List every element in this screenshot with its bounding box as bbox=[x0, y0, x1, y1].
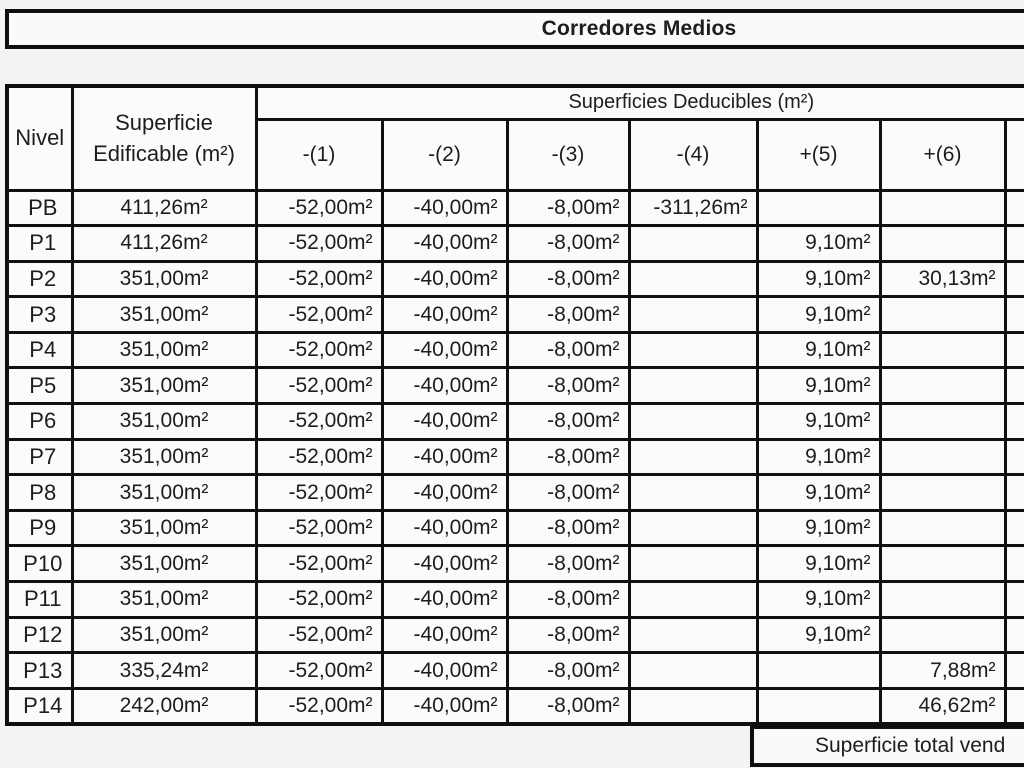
deducible-cell-2: -40,00m² bbox=[382, 582, 507, 618]
nivel-cell: P13 bbox=[7, 653, 72, 689]
column-header-cutoff bbox=[1005, 119, 1024, 190]
deducible-cell-2: -40,00m² bbox=[382, 546, 507, 582]
cutoff-cell bbox=[1005, 510, 1024, 546]
deducible-cell-4 bbox=[629, 582, 757, 618]
deducible-cell-6: 7,88m² bbox=[880, 653, 1005, 689]
deducible-cell-5: 9,10m² bbox=[757, 226, 880, 262]
nivel-cell: PB bbox=[7, 190, 72, 226]
superficie-edificable-cell: 351,00m² bbox=[72, 332, 256, 368]
table-row bbox=[7, 261, 1024, 297]
table-row bbox=[7, 510, 1024, 546]
deducible-cell-6 bbox=[880, 404, 1005, 440]
nivel-cell: P5 bbox=[7, 368, 72, 404]
page-title: Corredores Medios bbox=[541, 17, 737, 40]
deducible-cell-1: -52,00m² bbox=[256, 190, 382, 226]
nivel-cell: P10 bbox=[7, 546, 72, 582]
superficie-edificable-cell: 411,26m² bbox=[72, 190, 256, 226]
deducible-cell-3: -8,00m² bbox=[507, 475, 629, 511]
column-header-deducible-1: -(1) bbox=[256, 119, 382, 190]
deducible-cell-5: 9,10m² bbox=[757, 510, 880, 546]
deducible-cell-6 bbox=[880, 226, 1005, 262]
nivel-cell: P1 bbox=[7, 226, 72, 262]
column-header-deducible-3: -(3) bbox=[507, 119, 629, 190]
deducible-cell-3: -8,00m² bbox=[507, 546, 629, 582]
nivel-cell: P8 bbox=[7, 475, 72, 511]
column-header-superficie-edificable bbox=[72, 86, 256, 190]
superficie-edificable-cell: 335,24m² bbox=[72, 653, 256, 689]
deducible-cell-1: -52,00m² bbox=[256, 261, 382, 297]
nivel-cell: P11 bbox=[7, 582, 72, 618]
superficie-edificable-cell: 351,00m² bbox=[72, 546, 256, 582]
deducible-cell-1: -52,00m² bbox=[256, 617, 382, 653]
deducible-cell-2: -40,00m² bbox=[382, 510, 507, 546]
deducible-cell-4 bbox=[629, 261, 757, 297]
cutoff-cell bbox=[1005, 653, 1024, 689]
table-row bbox=[7, 688, 1024, 724]
deducible-cell-4 bbox=[629, 297, 757, 333]
deducible-cell-5: 9,10m² bbox=[757, 439, 880, 475]
deducible-cell-2: -40,00m² bbox=[382, 475, 507, 511]
cutoff-cell bbox=[1005, 546, 1024, 582]
header-row-group bbox=[7, 86, 1024, 119]
superficie-edificable-cell: 351,00m² bbox=[72, 439, 256, 475]
deducible-cell-1: -52,00m² bbox=[256, 653, 382, 689]
deducible-cell-3: -8,00m² bbox=[507, 439, 629, 475]
deducible-cell-6: 46,62m² bbox=[880, 688, 1005, 724]
superficie-edificable-cell: 351,00m² bbox=[72, 582, 256, 618]
deducible-cell-3: -8,00m² bbox=[507, 510, 629, 546]
title-bar bbox=[5, 9, 1024, 49]
deducible-cell-2: -40,00m² bbox=[382, 297, 507, 333]
column-header-nivel: Nivel bbox=[7, 86, 72, 190]
deducible-cell-1: -52,00m² bbox=[256, 582, 382, 618]
superficie-edificable-cell: 351,00m² bbox=[72, 617, 256, 653]
table-row bbox=[7, 297, 1024, 333]
superficie-edificable-cell: 351,00m² bbox=[72, 368, 256, 404]
deducible-cell-4 bbox=[629, 688, 757, 724]
footer-total-label: Superficie total vend bbox=[815, 734, 1006, 757]
table-row bbox=[7, 439, 1024, 475]
deducible-cell-6 bbox=[880, 546, 1005, 582]
deducible-cell-2: -40,00m² bbox=[382, 332, 507, 368]
deducible-cell-1: -52,00m² bbox=[256, 297, 382, 333]
deducible-cell-1: -52,00m² bbox=[256, 510, 382, 546]
deducible-cell-5: 9,10m² bbox=[757, 404, 880, 440]
deducible-cell-3: -8,00m² bbox=[507, 653, 629, 689]
superficie-edificable-cell: 351,00m² bbox=[72, 261, 256, 297]
deducible-cell-6 bbox=[880, 475, 1005, 511]
deducible-cell-6 bbox=[880, 439, 1005, 475]
nivel-cell: P14 bbox=[7, 688, 72, 724]
nivel-cell: P7 bbox=[7, 439, 72, 475]
deducible-cell-6 bbox=[880, 297, 1005, 333]
deducible-cell-6: 30,13m² bbox=[880, 261, 1005, 297]
deducible-cell-3: -8,00m² bbox=[507, 688, 629, 724]
superficie-edificable-cell: 351,00m² bbox=[72, 475, 256, 511]
table-row bbox=[7, 190, 1024, 226]
deducible-cell-2: -40,00m² bbox=[382, 439, 507, 475]
deducible-cell-4 bbox=[629, 510, 757, 546]
table-row bbox=[7, 582, 1024, 618]
nivel-cell: P9 bbox=[7, 510, 72, 546]
cutoff-cell bbox=[1005, 439, 1024, 475]
deducible-cell-6 bbox=[880, 190, 1005, 226]
deducible-cell-3: -8,00m² bbox=[507, 368, 629, 404]
superficie-edificable-cell: 351,00m² bbox=[72, 297, 256, 333]
cutoff-cell bbox=[1005, 297, 1024, 333]
deducible-cell-5 bbox=[757, 190, 880, 226]
deducible-cell-1: -52,00m² bbox=[256, 688, 382, 724]
deducible-cell-6 bbox=[880, 617, 1005, 653]
nivel-cell: P4 bbox=[7, 332, 72, 368]
table-header bbox=[7, 86, 1024, 190]
superficie-edificable-cell: 242,00m² bbox=[72, 688, 256, 724]
deducible-cell-3: -8,00m² bbox=[507, 582, 629, 618]
deducible-cell-5: 9,10m² bbox=[757, 261, 880, 297]
deducible-cell-5: 9,10m² bbox=[757, 617, 880, 653]
superficie-header-line2: Edificable (m²) bbox=[93, 141, 235, 167]
deducible-cell-2: -40,00m² bbox=[382, 261, 507, 297]
table-body bbox=[7, 190, 1024, 724]
table-row bbox=[7, 653, 1024, 689]
deducible-cell-2: -40,00m² bbox=[382, 617, 507, 653]
surfaces-table bbox=[5, 84, 1024, 726]
table-row bbox=[7, 332, 1024, 368]
table-row bbox=[7, 475, 1024, 511]
cutoff-cell bbox=[1005, 261, 1024, 297]
deducible-cell-1: -52,00m² bbox=[256, 226, 382, 262]
column-header-deducible-4: -(4) bbox=[629, 119, 757, 190]
superficie-edificable-cell: 411,26m² bbox=[72, 226, 256, 262]
table-row bbox=[7, 617, 1024, 653]
cutoff-cell bbox=[1005, 190, 1024, 226]
table-row bbox=[7, 546, 1024, 582]
deducible-cell-5: 9,10m² bbox=[757, 475, 880, 511]
column-header-deducible-6: +(6) bbox=[880, 119, 1005, 190]
cutoff-cell bbox=[1005, 368, 1024, 404]
deducible-cell-4 bbox=[629, 332, 757, 368]
deducible-cell-5 bbox=[757, 653, 880, 689]
table-row bbox=[7, 226, 1024, 262]
deducible-cell-4 bbox=[629, 617, 757, 653]
deducible-cell-3: -8,00m² bbox=[507, 297, 629, 333]
cutoff-cell bbox=[1005, 404, 1024, 440]
deducible-cell-5: 9,10m² bbox=[757, 297, 880, 333]
superficie-edificable-cell: 351,00m² bbox=[72, 404, 256, 440]
deducible-cell-1: -52,00m² bbox=[256, 475, 382, 511]
deducible-cell-1: -52,00m² bbox=[256, 439, 382, 475]
deducible-cell-5 bbox=[757, 688, 880, 724]
cutoff-cell bbox=[1005, 226, 1024, 262]
deducible-cell-4 bbox=[629, 439, 757, 475]
deducible-cell-6 bbox=[880, 368, 1005, 404]
cutoff-cell bbox=[1005, 475, 1024, 511]
nivel-cell: P2 bbox=[7, 261, 72, 297]
cutoff-cell bbox=[1005, 332, 1024, 368]
deducible-cell-5: 9,10m² bbox=[757, 582, 880, 618]
superficie-edificable-cell: 351,00m² bbox=[72, 510, 256, 546]
deducible-cell-2: -40,00m² bbox=[382, 404, 507, 440]
deducible-cell-4: -311,26m² bbox=[629, 190, 757, 226]
table-row bbox=[7, 404, 1024, 440]
group-header-superficies-deducibles: Superficies Deducibles (m²) bbox=[256, 86, 1024, 119]
deducible-cell-1: -52,00m² bbox=[256, 368, 382, 404]
nivel-cell: P3 bbox=[7, 297, 72, 333]
deducible-cell-2: -40,00m² bbox=[382, 653, 507, 689]
deducible-cell-2: -40,00m² bbox=[382, 226, 507, 262]
nivel-cell: P6 bbox=[7, 404, 72, 440]
deducible-cell-3: -8,00m² bbox=[507, 226, 629, 262]
deducible-cell-4 bbox=[629, 404, 757, 440]
deducible-cell-5: 9,10m² bbox=[757, 332, 880, 368]
footer-total-box bbox=[750, 725, 1024, 767]
deducible-cell-2: -40,00m² bbox=[382, 368, 507, 404]
column-header-deducible-5: +(5) bbox=[757, 119, 880, 190]
deducible-cell-4 bbox=[629, 368, 757, 404]
deducible-cell-5: 9,10m² bbox=[757, 368, 880, 404]
deducible-cell-3: -8,00m² bbox=[507, 261, 629, 297]
superficie-header-line1: Superficie bbox=[115, 110, 213, 136]
deducible-cell-3: -8,00m² bbox=[507, 332, 629, 368]
deducible-cell-6 bbox=[880, 332, 1005, 368]
deducible-cell-3: -8,00m² bbox=[507, 404, 629, 440]
table-row bbox=[7, 368, 1024, 404]
deducible-cell-4 bbox=[629, 653, 757, 689]
deducible-cell-4 bbox=[629, 226, 757, 262]
column-header-deducible-2: -(2) bbox=[382, 119, 507, 190]
deducible-cell-5: 9,10m² bbox=[757, 546, 880, 582]
cutoff-cell bbox=[1005, 617, 1024, 653]
cutoff-cell bbox=[1005, 582, 1024, 618]
deducible-cell-6 bbox=[880, 510, 1005, 546]
deducible-cell-6 bbox=[880, 582, 1005, 618]
nivel-cell: P12 bbox=[7, 617, 72, 653]
cutoff-cell bbox=[1005, 688, 1024, 724]
deducible-cell-4 bbox=[629, 475, 757, 511]
deducible-cell-3: -8,00m² bbox=[507, 190, 629, 226]
deducible-cell-2: -40,00m² bbox=[382, 688, 507, 724]
deducible-cell-3: -8,00m² bbox=[507, 617, 629, 653]
deducible-cell-2: -40,00m² bbox=[382, 190, 507, 226]
deducible-cell-4 bbox=[629, 546, 757, 582]
deducible-cell-1: -52,00m² bbox=[256, 404, 382, 440]
deducible-cell-1: -52,00m² bbox=[256, 332, 382, 368]
deducible-cell-1: -52,00m² bbox=[256, 546, 382, 582]
